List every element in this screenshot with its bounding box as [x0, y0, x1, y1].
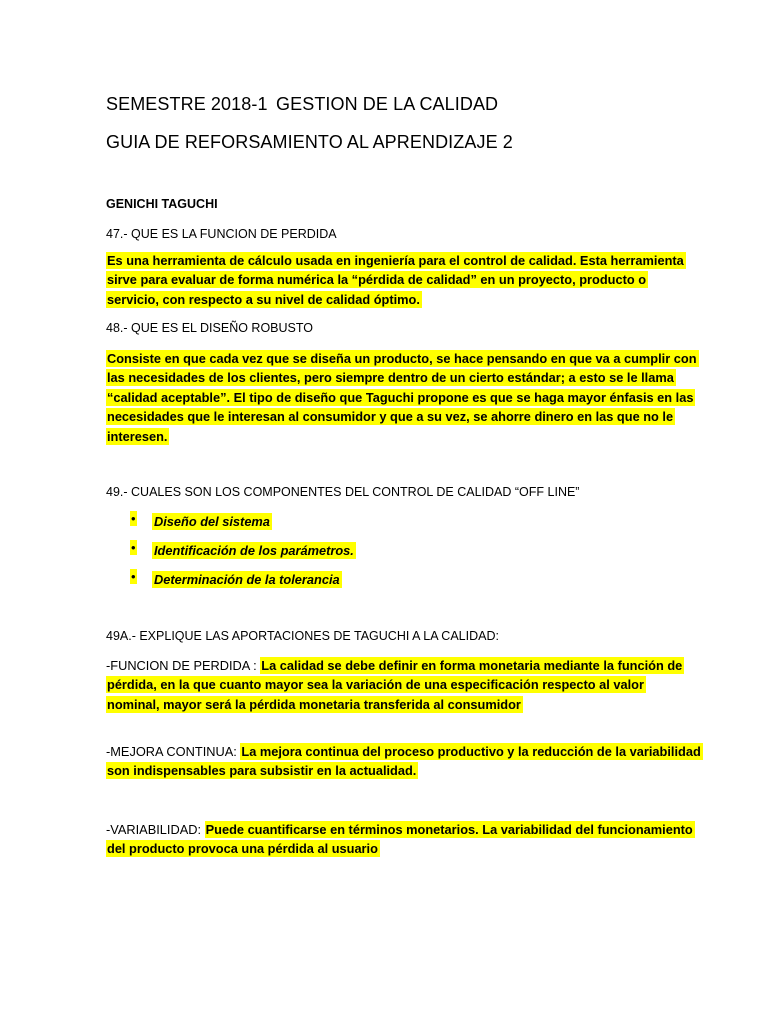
answer-48-line: las necesidades de los clientes, pero siempre dentro de un cierto estándar; a esto se le llama	[107, 370, 674, 386]
funcion-de-perdida-label: -FUNCION DE PERDIDA :	[106, 658, 261, 673]
answer-48-line: interesen.	[107, 428, 168, 444]
mejora-continua-block	[106, 742, 703, 781]
funcion-de-perdida-text: nominal, mayor será la pérdida monetaria transferida al consumidor	[107, 696, 521, 712]
question-49a: 49A.- EXPLIQUE LAS APORTACIONES DE TAGUCHI A LA CALIDAD:	[106, 629, 499, 643]
mejora-continua-label: -MEJORA CONTINUA:	[106, 744, 241, 759]
bullet-text: Diseño del sistema	[154, 514, 270, 529]
answer-48	[106, 349, 699, 446]
answer-48-line: Consiste en que cada vez que se diseña un producto, se hace pensando en que va a cumplir con	[107, 351, 697, 366]
question-49: 49.- CUALES SON LOS COMPONENTES DEL CONTROL DE CALIDAD “OFF LINE”	[106, 485, 580, 499]
bullet-text: Identificación de los parámetros.	[154, 543, 354, 558]
variabilidad-block	[106, 820, 695, 859]
funcion-de-perdida-text: pérdida, en la que cuanto mayor sea la variación de una especificación respecto al valor	[107, 677, 644, 693]
variabilidad-text: del producto provoca una pérdida al usuario	[107, 841, 378, 857]
bullet-icon: •	[131, 540, 136, 555]
answer-48-line: necesidades que le interesan al consumidor y que a su vez, se ahorre dinero en las que no le	[107, 409, 674, 425]
answer-47	[106, 251, 686, 309]
question-47: 47.- QUE ES LA FUNCION DE PERDIDA	[106, 227, 337, 241]
variabilidad-text: Puede cuantificarse en términos monetarios. La variabilidad del funcionamiento	[205, 822, 693, 837]
answer-47-line: servicio, con respecto a su nivel de calidad óptimo.	[107, 291, 420, 307]
section-title: GENICHI TAGUCHI	[106, 197, 218, 211]
answer-48-line: “calidad aceptable”. El tipo de diseño que Taguchi propone es que se haga mayor énfasis en las	[107, 389, 694, 405]
course-title: GESTION DE LA CALIDAD	[276, 94, 499, 114]
bullet-icon: •	[131, 569, 136, 584]
answer-47-line: Es una herramienta de cálculo usada en ingeniería para el control de calidad. Esta herramienta	[107, 253, 684, 268]
funcion-de-perdida-text: La calidad se debe definir en forma monetaria mediante la función de	[261, 658, 683, 673]
funcion-de-perdida-block	[106, 656, 684, 714]
variabilidad-label: -VARIABILIDAD:	[106, 822, 205, 837]
answer-47-line: sirve para evaluar de forma numérica la “pérdida de calidad” en un proyecto, producto o	[107, 272, 647, 288]
question-48: 48.- QUE ES EL DISEÑO ROBUSTO	[106, 321, 314, 335]
semester-title: SEMESTRE 2018-1	[106, 94, 268, 114]
mejora-continua-text: son indispensables para subsistir en la actualidad.	[107, 763, 417, 779]
bullet-icon: •	[131, 511, 136, 526]
bullet-text: Determinación de la tolerancia	[154, 572, 340, 587]
guide-title: GUIA DE REFORSAMIENTO AL APRENDIZAJE 2	[106, 132, 513, 152]
mejora-continua-text: La mejora continua del proceso productivo y la reducción de la variabilidad	[241, 744, 701, 759]
